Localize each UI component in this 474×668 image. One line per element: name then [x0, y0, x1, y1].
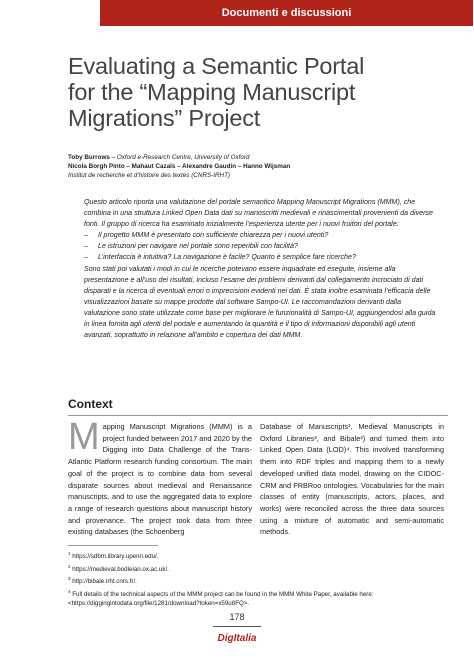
- abstract-question-3: – L’interfaccia è intuitiva? La navigazione è facile? Quanto è semplice fare ricerche?: [84, 252, 436, 263]
- footnotes: [68, 545, 448, 609]
- section-label: Documenti e discussioni: [221, 7, 352, 19]
- title-line-1: Evaluating a Semantic Portal: [68, 53, 365, 79]
- footnote-divider: [68, 545, 158, 546]
- footnote-number: 1: [68, 551, 71, 556]
- section-divider: [68, 415, 448, 416]
- author-1-affiliation: – Oxford e-Research Centre, University of Oxford: [109, 154, 250, 161]
- drop-cap: M: [68, 416, 100, 458]
- question-text: L’interfaccia è intuitiva? La navigazione è facile? Quanto è semplice fare ricerche?: [98, 253, 356, 262]
- abstract-question-1: – Il progetto MMM è presentato con sufficiente chiarezza per i nuovi utenti?: [84, 230, 436, 241]
- abstract-paragraph-2: Sono stati poi valutati i modi in cui le ricerche potevano essere inquadrate ed eseguite, insieme alla presentazione e all’uso dei risultati, incluso l’esame dei problemi derivanti dal collegamento incrociato di dati disparati e la ricerca di eventuali errori o imprecisioni evidenti nei dati. È stata inoltre esaminata l’efficacia delle visualizzazioni basate su mappe prodotte dal software Sampo-UI. Le raccomandazioni derivanti dalla valutazione sono state utilizzate come base per migliorare le funzionalità di Sampo-UI, aggiungendosi alla guida in linea fornita agli utenti del portale e aumentando la quantità e il tipo di informazioni disponibili agli utenti avanzati, soprattutto in relazione all’ambito e copertura dei dati MMM.: [84, 264, 436, 340]
- footnote: [68, 574, 448, 587]
- question-text: Il progetto MMM è presentato con sufficiente chiarezza per i nuovi utenti?: [98, 231, 329, 240]
- abstract-question-2: – Le istruzioni per navigare nel portale sono reperibili con facilità?: [84, 241, 436, 252]
- authors-block: [68, 153, 448, 180]
- title-line-2: for the “Mapping Manuscript: [68, 79, 356, 105]
- author-group-names: Nicola Borgh Pinto – Mahaut Cazals – Alexandre Gaudin – Hanno Wijsman: [68, 163, 291, 170]
- body-column-left: [68, 416, 252, 538]
- footnote-number: 3: [68, 576, 71, 582]
- body-text-left: apping Manuscript Migrations (MMM) is a project funded between 2017 and 2020 by the Digging into Data Challenge of the Trans-Atlantic Platform research funding consortium. The main goal of the project is to combine data from several disparate sources about medieval and Renaissance manuscripts, and to use the aggregated data to explore a range of research questions about manuscript history and provenance. The project took data from three existing databases (the Schoenberg: [68, 422, 252, 537]
- title-line-3: Migrations” Project: [68, 105, 261, 131]
- page-number-rule: [213, 626, 261, 627]
- footnote: [68, 587, 448, 609]
- section-header-tab: [100, 0, 473, 26]
- context-heading: Context: [68, 397, 113, 411]
- author-group-affiliation: Institut de recherche et d’histoire des textes (CNRS-IRHT): [68, 172, 231, 179]
- footnote-number: 4: [68, 588, 71, 594]
- author-1-name: Toby Burrows: [68, 154, 110, 161]
- footnote-link[interactable]: https://medieval.bodleian.ox.ac.uk/.: [72, 565, 169, 573]
- question-text: Le istruzioni per navigare nel portale sono reperibili con facilità?: [98, 242, 298, 251]
- body-column-right: [260, 421, 444, 538]
- footnote: [68, 549, 448, 562]
- footnote-text: Full details of the technical aspects of the MMM project can be found in the MMM White Paper, available here: <https://diggingintodata.org/file/1281/download?token=x59u8FQ>.: [68, 590, 374, 608]
- journal-logo: DigItalia: [217, 633, 257, 644]
- abstract: [84, 197, 436, 341]
- page-number: 178: [229, 612, 245, 622]
- article-title: [68, 53, 448, 131]
- footnote-link[interactable]: http://bibale.irht.cnrs.fr/.: [72, 578, 137, 586]
- footnote: [68, 562, 448, 575]
- abstract-paragraph-1: Questo articolo riporta una valutazione del portale semantico Mapping Manuscript Migrations (MMM), che combina in una struttura Linked Open Data dati su manoscritti medievali e rinascimentali provenienti da diverse fonti. Il gruppo di ricerca ha esaminato inizialmente l’esperienza utente per i nuovi fruitori del portale:: [84, 198, 433, 229]
- footnote-link[interactable]: https://sdbm.library.upenn.edu/.: [72, 553, 159, 561]
- body-text-right: Database of Manuscripts¹, Medieval Manuscripts in Oxford Libraries², and Bibale³) and turned them into Linked Open Data (LOD)⁴. This involved transforming them into RDF triples and mapping them to a newly developed unified data model, drawing on the CIDOC-CRM and FRBRoo ontologies. Vocabularies for the main classes of entity (manuscripts, actors, places, and works) were reconciled across the three data sources using a mixture of automatic and semi-automatic methods.: [260, 422, 444, 537]
- footnote-number: 2: [68, 563, 71, 569]
